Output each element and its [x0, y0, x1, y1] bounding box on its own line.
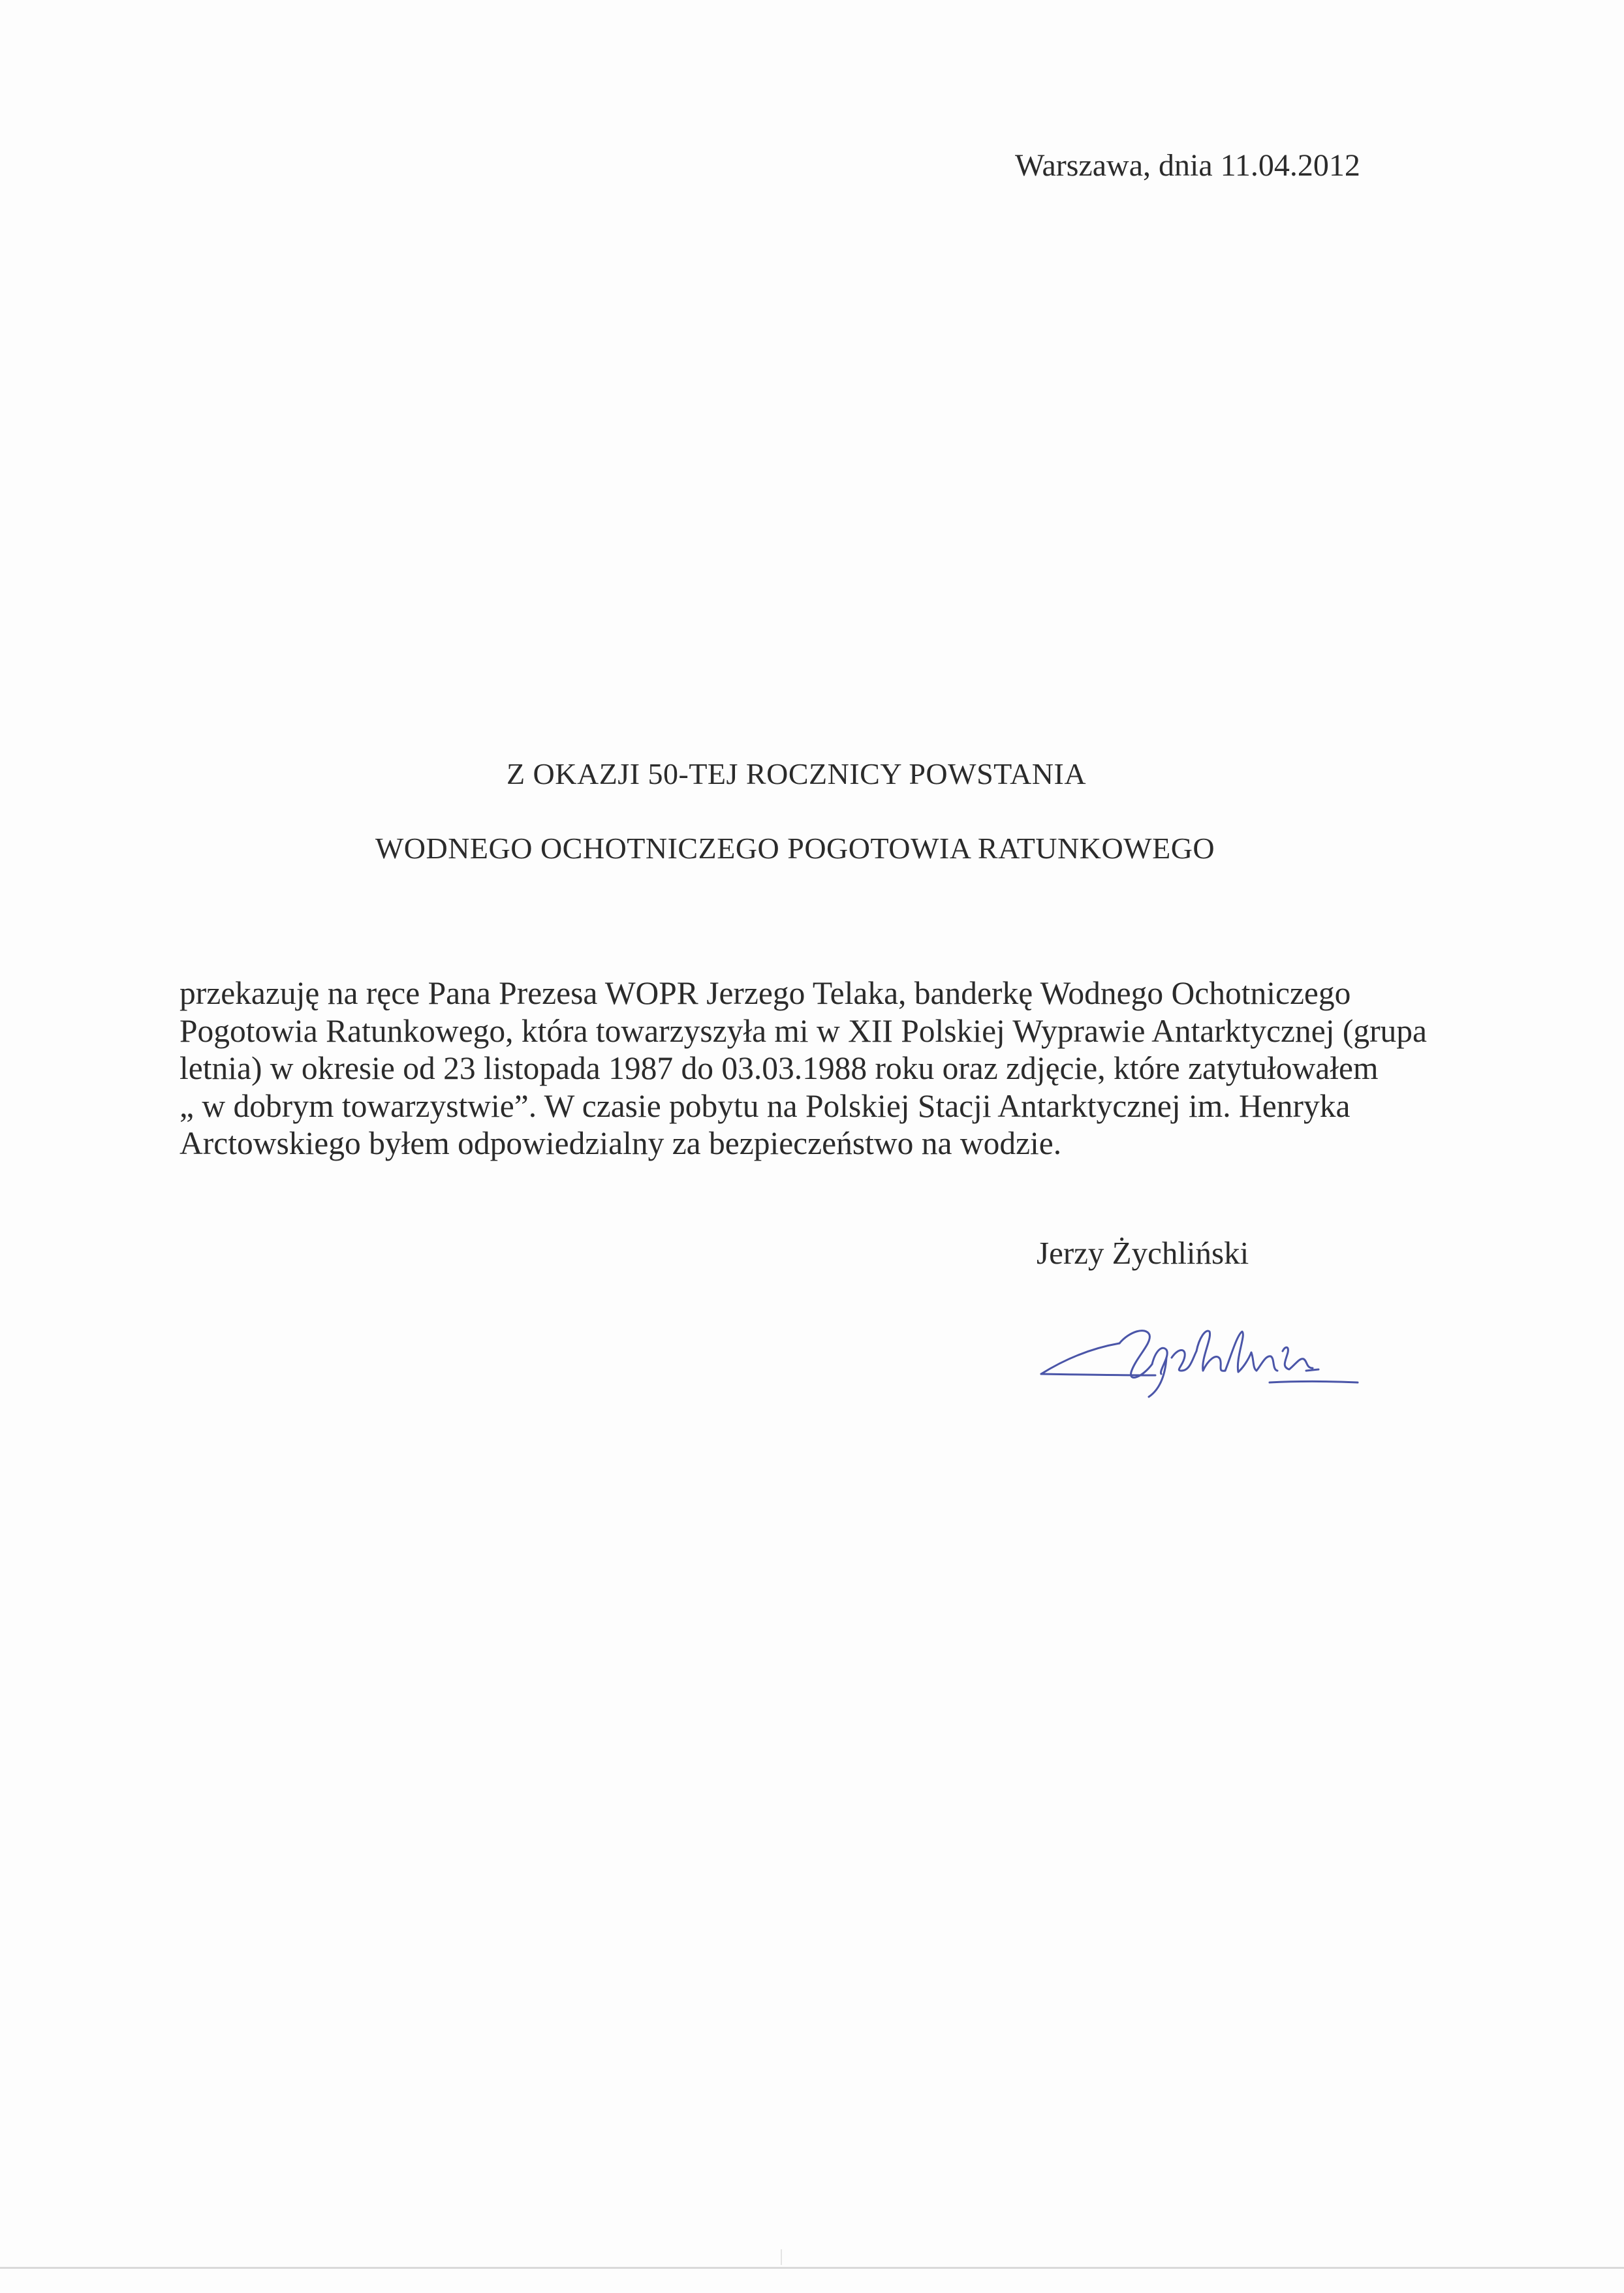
handwritten-signature — [1022, 1312, 1361, 1400]
body-line: letnia) w okresie od 23 listopada 1987 do 03.03.1988 roku oraz zdjęcie, które zatytułowałem — [180, 1050, 1379, 1086]
place-and-date: Warszawa, dnia 11.04.2012 — [1015, 148, 1360, 183]
letter-body — [180, 975, 1459, 1162]
signer-name: Jerzy Żychliński — [1037, 1235, 1249, 1271]
body-line: Pogotowia Ratunkowego, która towarzyszyła mi w XII Polskiej Wyprawie Antarktycznej (grupa — [180, 1012, 1428, 1049]
scan-artifact — [781, 2249, 782, 2265]
heading-line-2: WODNEGO OCHOTNICZEGO POGOTOWIA RATUNKOWEGO — [375, 832, 1215, 865]
heading-line-1: Z OKAZJI 50-TEJ ROCZNICY POWSTANIA — [506, 757, 1087, 790]
page-bottom-edge — [0, 2267, 1624, 2269]
body-line: przekazuję na ręce Pana Prezesa WOPR Jerzego Telaka, banderkę Wodnego Ochotniczego — [180, 975, 1351, 1011]
body-line: Arctowskiego byłem odpowiedzialny za bezpieczeństwo na wodzie. — [180, 1125, 1062, 1161]
body-line: „ w dobrym towarzystwie”. W czasie pobytu na Polskiej Stacji Antarktycznej im. Henryka — [180, 1087, 1351, 1124]
